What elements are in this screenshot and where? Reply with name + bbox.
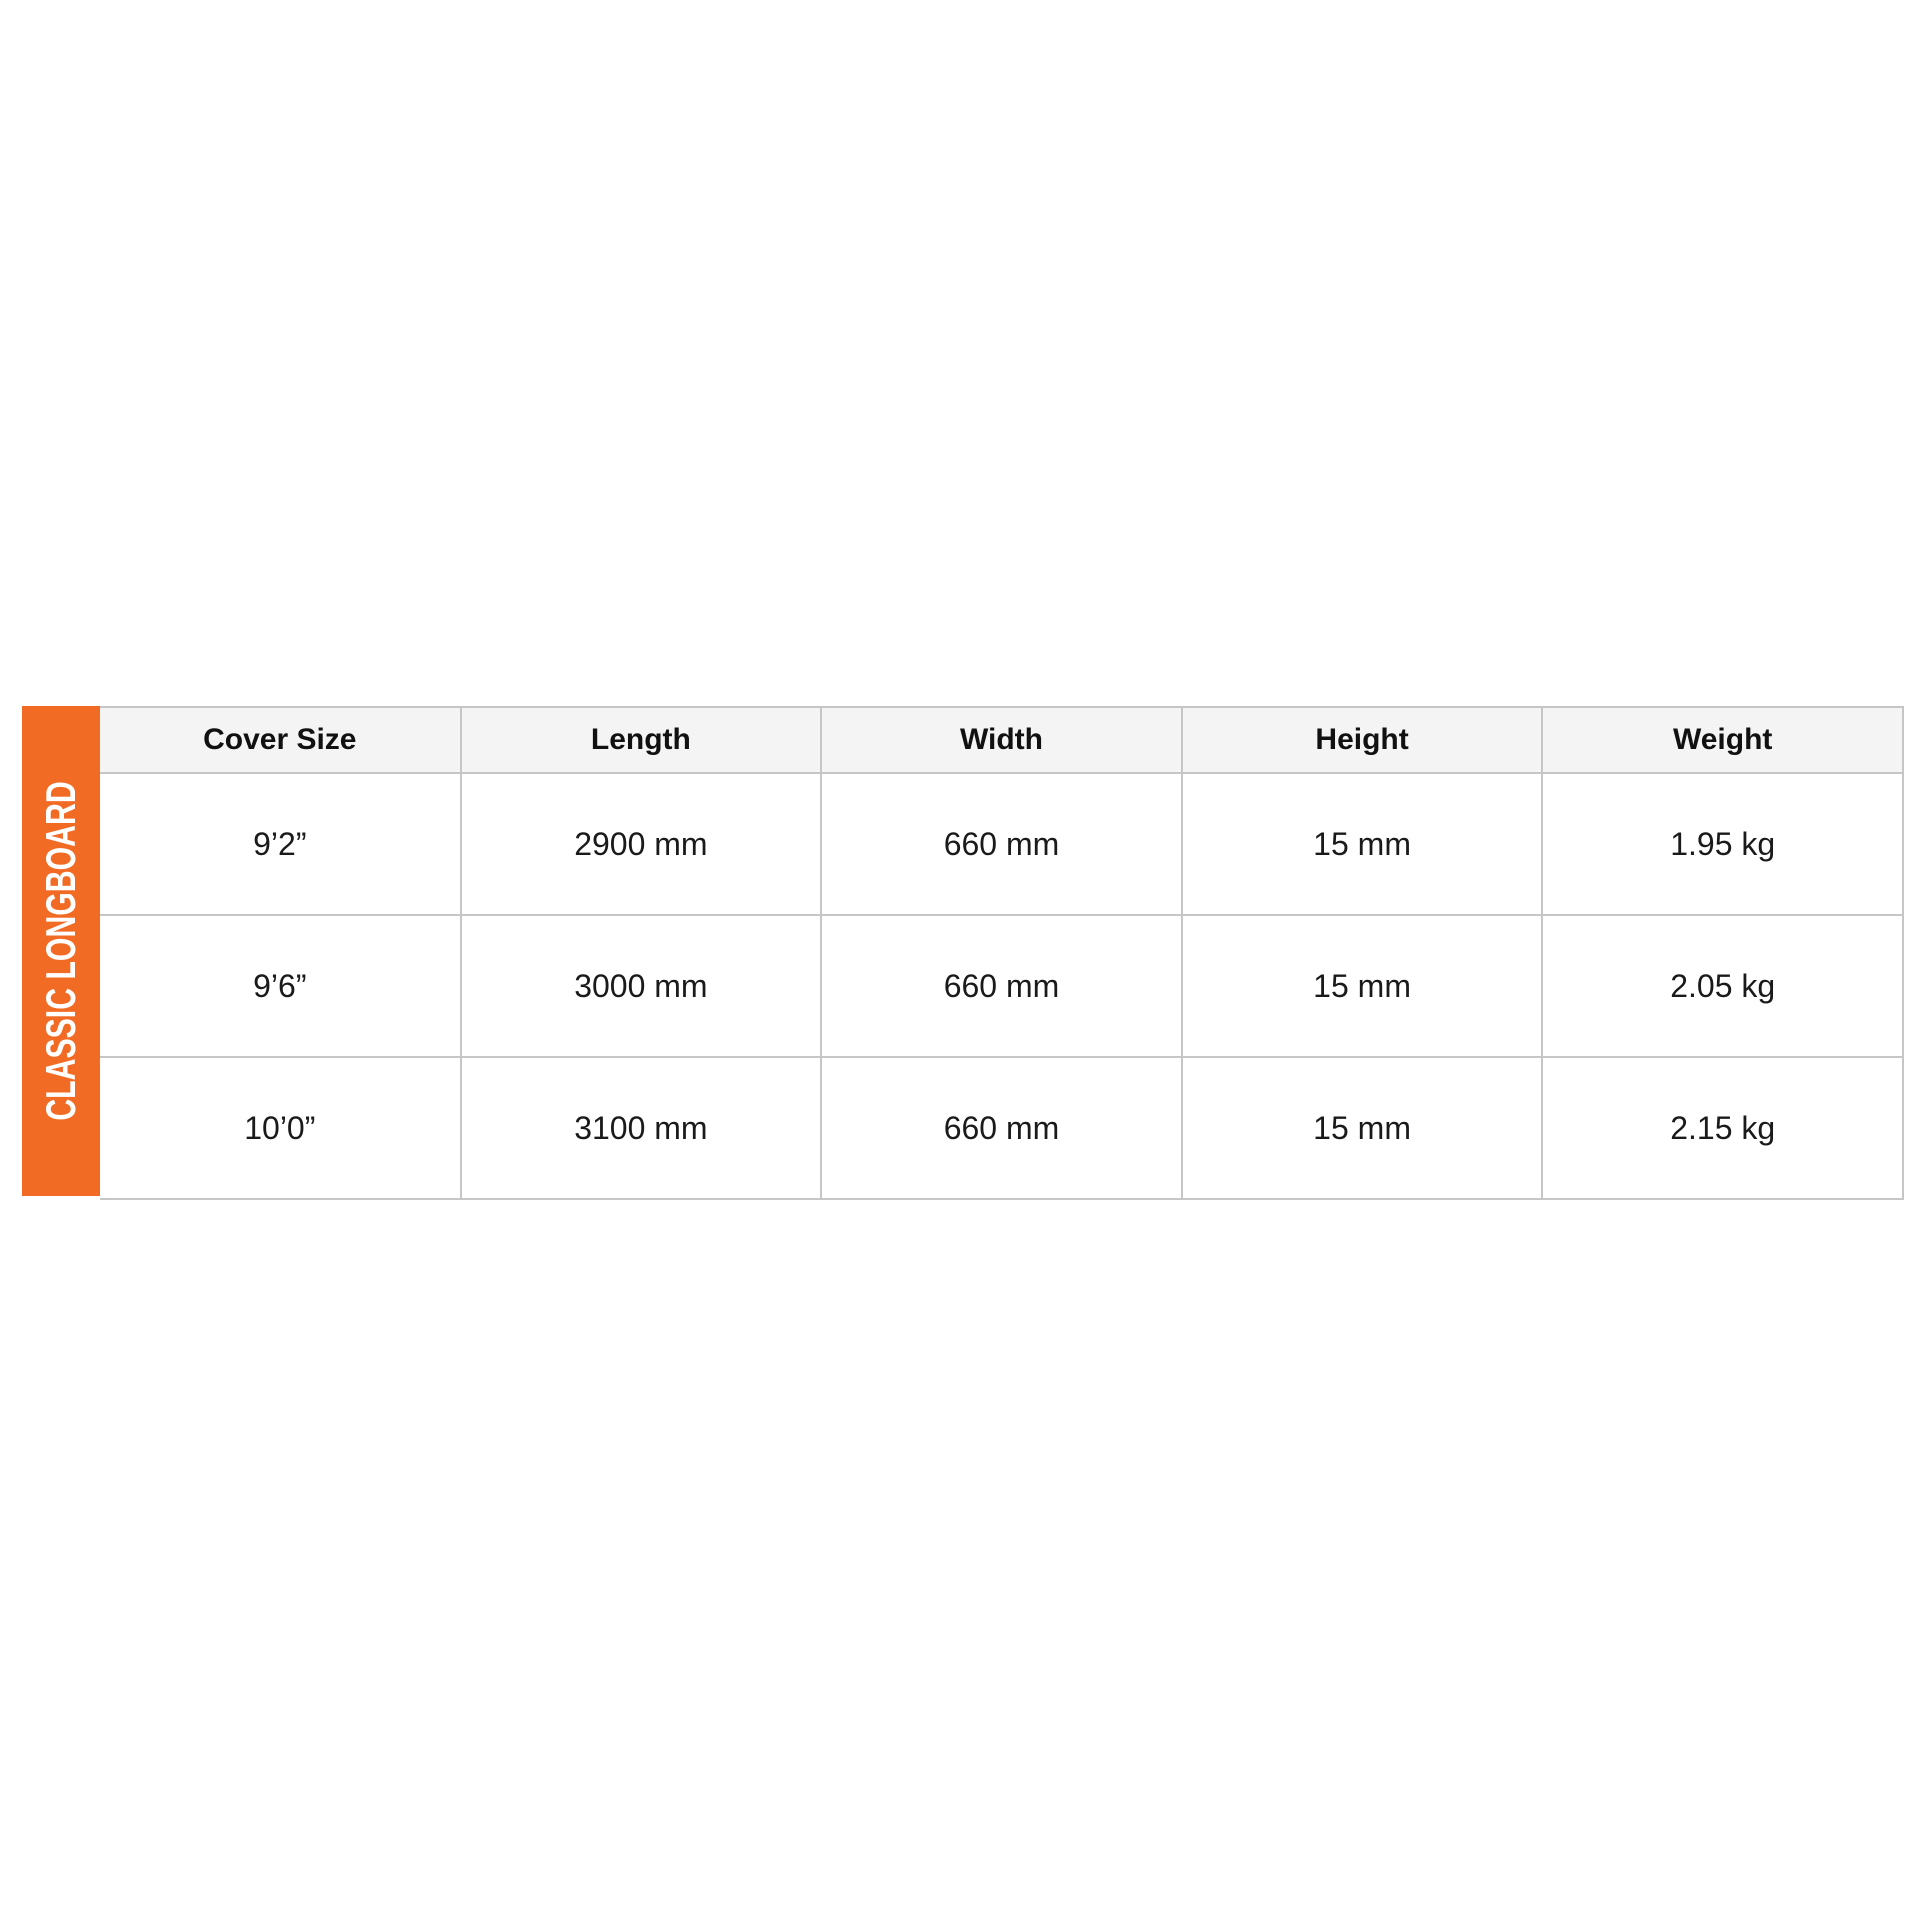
cell-length: 3000 mm — [461, 915, 822, 1057]
category-side-label — [22, 706, 100, 1196]
cell-weight: 2.15 kg — [1542, 1057, 1903, 1199]
header-width: Width — [821, 707, 1182, 773]
header-height: Height — [1182, 707, 1543, 773]
cell-weight: 1.95 kg — [1542, 773, 1903, 915]
cell-height: 15 mm — [1182, 915, 1543, 1057]
cell-length: 3100 mm — [461, 1057, 822, 1199]
header-weight: Weight — [1542, 707, 1903, 773]
table-row — [100, 773, 1903, 915]
spec-table — [100, 706, 1904, 1200]
header-length: Length — [461, 707, 822, 773]
cell-cover-size: 10’0” — [100, 1057, 461, 1199]
cell-width: 660 mm — [821, 915, 1182, 1057]
size-chart — [22, 706, 1904, 1196]
cell-weight: 2.05 kg — [1542, 915, 1903, 1057]
cell-height: 15 mm — [1182, 773, 1543, 915]
cell-cover-size: 9’6” — [100, 915, 461, 1057]
table-row — [100, 915, 1903, 1057]
category-label-text: CLASSIC LONGBOARD — [37, 781, 84, 1121]
cell-cover-size: 9’2” — [100, 773, 461, 915]
cell-length: 2900 mm — [461, 773, 822, 915]
cell-width: 660 mm — [821, 1057, 1182, 1199]
table-header-row — [100, 707, 1903, 773]
header-cover-size: Cover Size — [100, 707, 461, 773]
table-row — [100, 1057, 1903, 1199]
cell-width: 660 mm — [821, 773, 1182, 915]
cell-height: 15 mm — [1182, 1057, 1543, 1199]
